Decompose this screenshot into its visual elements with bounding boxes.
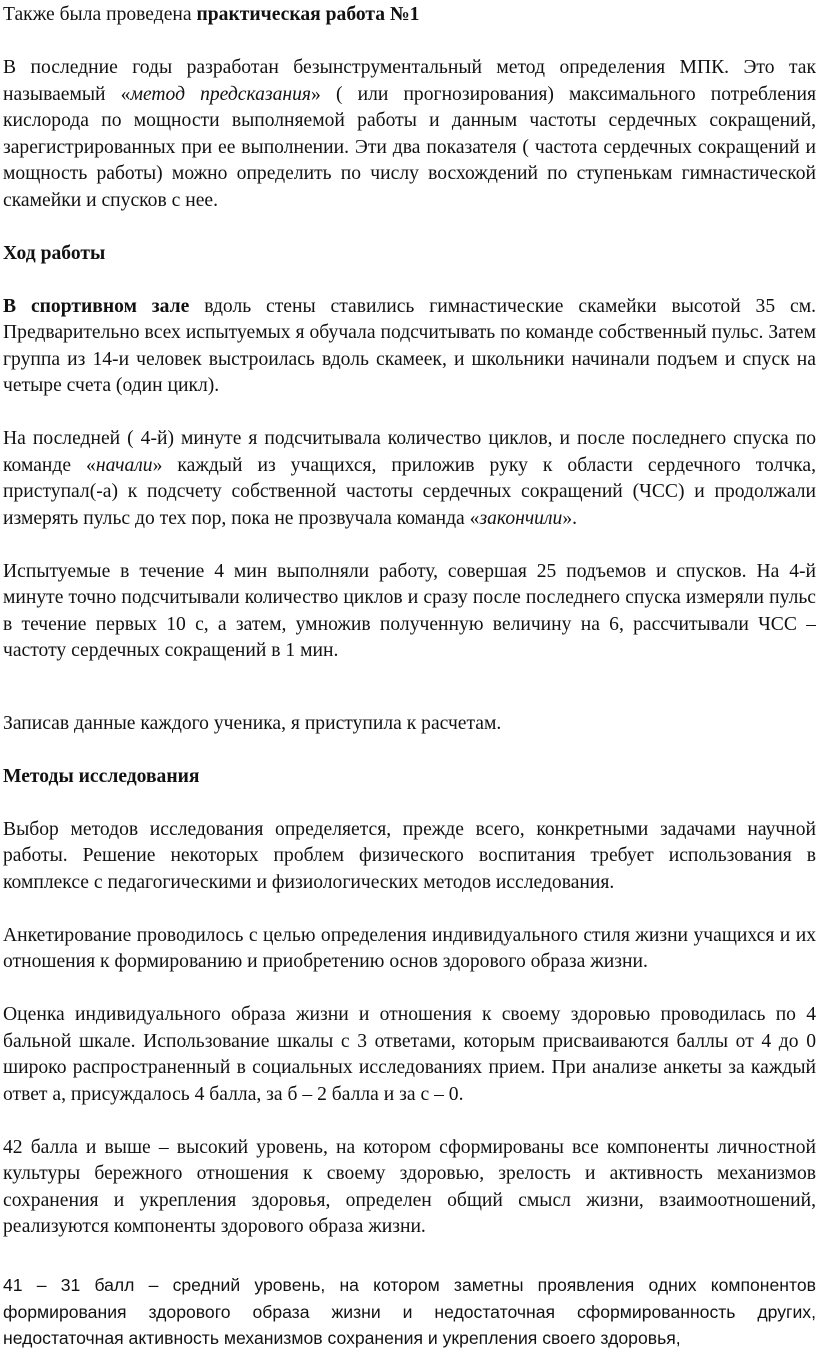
spacer <box>3 737 816 764</box>
paragraph-gym <box>3 294 816 400</box>
italic-command-end: закончили <box>479 507 563 529</box>
text-run: ». <box>562 507 578 529</box>
spacer <box>3 896 816 923</box>
paragraph-survey: Анкетирование проводилось с целью определения индивидуального стиля жизни учащихся и их отношения к формированию и приобретению основ здорового образа жизни. <box>3 924 816 972</box>
text-run: » ( или прогнозирования) максимального потребления кислорода по мощности выполняемой работы и данным частоты сердечных сокращений, зарегистрированных при ее выполнении. Эти два показателя ( частота сердечных сокращений и мощность работы) можно определить по числу восхождений по ступенькам гимнастической скамейки и спусков с нее. <box>3 83 816 211</box>
text-run: » каждый из учащихся, приложив руку к области сердечного толчка, приступал(-а) к подсчету собственной частоты сердечных сокращений (ЧСС) и продолжали измерять пульс до тех пор, пока не прозвучала команда « <box>3 454 816 529</box>
bold-lead: В спортивном зале <box>3 295 190 317</box>
paragraph-subjects: Испытуемые в течение 4 мин выполняли работу, совершая 25 подъемов и спусков. На 4-й минуте точно подсчитывали количество циклов и сразу после последнего спуска измеряли пульс в течение первых 10 с, а затем, умножив полученную величину на 6, рассчитывали ЧСС – частоту сердечных сокращений в 1 мин. <box>3 560 816 661</box>
spacer <box>3 267 816 294</box>
text-run: вдоль стены ставились гимнастические скамейки высотой 35 см. Предварительно всех испытуемых я обучала подсчитывать по команде собственный пульс. Затем группа из 14-и человек выстроилась вдоль скамеек, и школьники начинали подъем и спуск на четыре счета (один цикл). <box>3 295 816 396</box>
spacer <box>3 1108 816 1135</box>
paragraph-high-level: 42 балла и выше – высокий уровень, на котором сформированы все компоненты личностной культуры бережного отношения к своему здоровью, зрелость и активность механизмов сохранения и укрепления здоровья, определен общий смысл жизни, взаимоотношений, реализуются компоненты здорового образа жизни. <box>3 1136 816 1237</box>
heading-methods: Методы исследования <box>3 765 200 787</box>
heading-course: Ход работы <box>3 242 106 264</box>
text-run: На последней ( 4-й) минуте я подсчитывала количество циклов, и после последнего спуска по команде « <box>3 428 816 476</box>
paragraph-mpk-method <box>3 55 816 214</box>
spacer <box>3 1241 816 1268</box>
intro-prefix: Также была проведена <box>3 4 197 25</box>
spacer <box>3 976 816 1003</box>
intro-line <box>3 2 816 29</box>
paragraph-data-recorded: Записав данные каждого ученика, я приступила к расчетам. <box>3 712 502 734</box>
spacer <box>3 400 816 427</box>
spacer <box>3 790 816 817</box>
italic-command-start: начали <box>95 454 153 476</box>
italic-term: метод предсказания <box>130 83 312 105</box>
paragraph-medium-level: 41 – 31 балл – средний уровень, на котором заметны проявления одних компонентов формирования здорового образа жизни и недостаточная сформированность других, недостаточная активность механизмов сохранения и укрепления своего здоровья, <box>3 1275 816 1348</box>
spacer <box>3 532 816 559</box>
paragraph-last-minute <box>3 426 816 532</box>
paragraph-scale: Оценка индивидуального образа жизни и отношения к своему здоровью проводилась по 4 бальной шкале. Использование шкалы с 3 ответами, которым присваиваются баллы от 4 до 0 широко распространенный в социальных исследованиях прием. При анализе анкеты за каждый ответ а, присуждалось 4 балла, за б – 2 балла и за с – 0. <box>3 1004 816 1105</box>
paragraph-method-choice: Выбор методов исследования определяется, прежде всего, конкретными задачами научной работы. Решение некоторых проблем физического воспитания требует использования в комплексе с педагогическими и физиологических методов исследования. <box>3 818 816 893</box>
text-run: В последние годы разработан безынструментальный метод определения МПК. Это так называемый « <box>3 57 816 105</box>
spacer <box>3 29 816 56</box>
spacer <box>3 214 816 241</box>
practical-work-title: практическая работа №1 <box>196 4 420 25</box>
spacer <box>3 665 816 711</box>
